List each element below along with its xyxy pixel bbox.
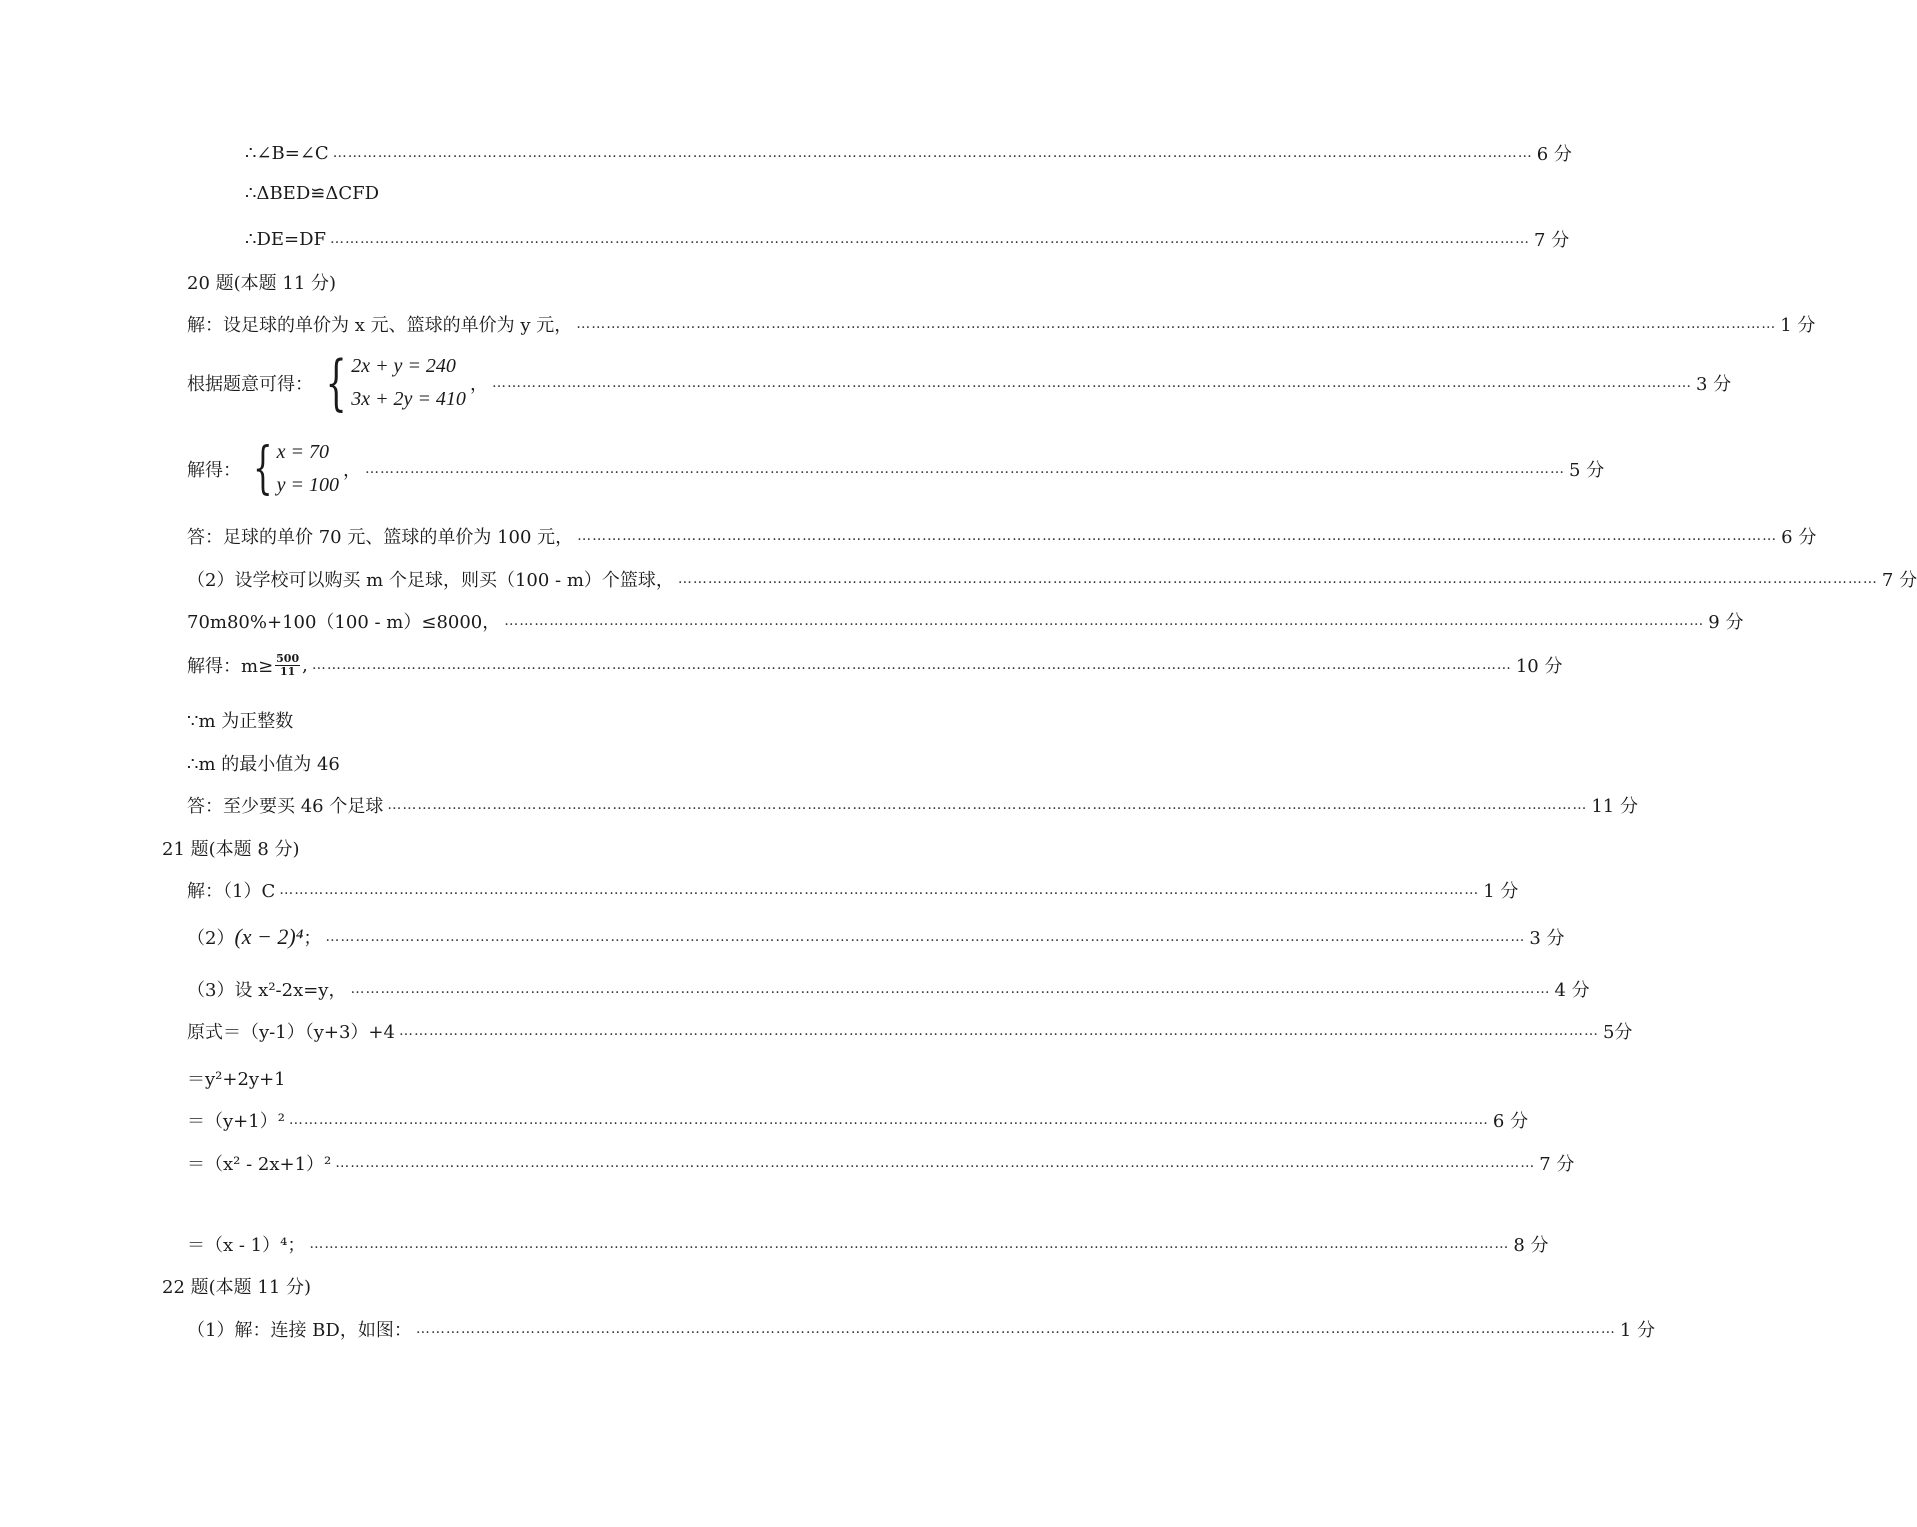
dot-leader: …………………………………………………………………………………………………………………………………………………………………………………………………………………… [576, 316, 1777, 332]
left-brace-icon: { [325, 348, 347, 418]
score: 6 分 [1781, 527, 1817, 548]
line-text: ∴∠B=∠C [245, 142, 329, 164]
line-text: 答：至少要买 46 个足球 [187, 796, 384, 817]
question-20-title: 20 题(本题 11 分) [187, 273, 337, 294]
line-text: ＝（x² - 2x+1）² [187, 1154, 332, 1175]
score: 6 分 [1536, 144, 1572, 165]
dot-leader: …………………………………………………………………………………………………………………………………………………………………………………………………………………… [311, 657, 1512, 673]
line-q22-part1 [187, 1316, 1656, 1342]
fraction [275, 653, 300, 678]
score: 1 分 [1483, 881, 1519, 902]
equation-1: 2x + y = 240 [351, 355, 456, 377]
dot-leader: …………………………………………………………………………………………………………………………………………………………………………………………………………………… [325, 929, 1526, 945]
line-q20-part2 [187, 566, 1917, 592]
dot-leader: …………………………………………………………………………………………………………………………………………………………………………………………………………………… [332, 145, 1533, 161]
line-q20-system [187, 348, 1732, 418]
line-text: ∴ΔBED≌ΔCFD [245, 183, 380, 204]
score: 9 分 [1708, 612, 1744, 633]
solution-x: x = 70 [276, 441, 330, 463]
score: 6 分 [1492, 1111, 1529, 1132]
score: 5 分 [1569, 460, 1605, 481]
score: 7 分 [1881, 570, 1917, 591]
solution-system [245, 436, 339, 502]
score: 5分 [1602, 1022, 1633, 1043]
question-22-title: 22 题(本题 11 分) [162, 1277, 312, 1298]
line-congruent [245, 183, 379, 204]
question-21-title: 21 题(本题 8 分) [162, 839, 300, 860]
dot-leader: …………………………………………………………………………………………………………………………………………………………………………………………………………………… [387, 797, 1588, 813]
line-q21-part2 [187, 924, 1565, 950]
dot-leader: …………………………………………………………………………………………………………………………………………………………………………………………………………………… [335, 1155, 1536, 1171]
line-q21-expand-1 [187, 1018, 1633, 1044]
line-text: 原式＝（y-1）（y+3）+4 [187, 1022, 395, 1043]
score: 10 分 [1515, 656, 1563, 677]
line-q20-answer-2 [187, 792, 1638, 818]
line-prefix: 解得：m≥ [187, 656, 274, 677]
dot-leader: …………………………………………………………………………………………………………………………………………………………………………………………………………………… [350, 981, 1551, 997]
line-q20-solve-m [187, 651, 1563, 678]
line-text: ＝（y+1）² [187, 1111, 285, 1132]
score: 1 分 [1780, 315, 1816, 336]
line-q21-expand-4 [187, 1150, 1575, 1176]
denominator: 11 [279, 664, 296, 678]
line-text: （2）设学校可以购买 m 个足球，则买（100 - m）个篮球， [187, 570, 674, 591]
line-angle-b-c [245, 140, 1572, 166]
line-text: （3）设 x²-2x=y， [187, 980, 347, 1001]
line-suffix: ， [469, 374, 488, 395]
expression: (x − 2)⁴ [234, 924, 304, 949]
dot-leader: …………………………………………………………………………………………………………………………………………………………………………………………………………………… [491, 375, 1692, 391]
line-prefix: 根据题意可得： [187, 374, 313, 395]
line-suffix: ； [303, 928, 322, 949]
line-q21-expand-3 [187, 1107, 1529, 1133]
dot-leader: …………………………………………………………………………………………………………………………………………………………………………………………………………………… [279, 882, 1480, 898]
left-brace-icon: { [253, 436, 273, 501]
score: 1 分 [1619, 1320, 1656, 1341]
dot-leader: …………………………………………………………………………………………………………………………………………………………………………………………………………………… [677, 571, 1878, 587]
score: 3 分 [1695, 374, 1732, 395]
score: 4 分 [1554, 980, 1590, 1001]
line-q20-answer-1 [187, 523, 1817, 549]
score: 7 分 [1534, 230, 1570, 251]
line-q21-part3 [187, 976, 1590, 1002]
line-text: 解：（1）C [187, 881, 276, 902]
line-text: 70m80%+100（100 - m）≤8000， [187, 612, 501, 633]
line-text: （1）解：连接 BD，如图： [187, 1320, 412, 1341]
equation-2: 3x + 2y = 410 [351, 388, 466, 410]
line-q20-inequality [187, 608, 1744, 634]
line-text: 解：设足球的单价为 x 元、篮球的单价为 y 元， [187, 315, 573, 336]
score: 8 分 [1513, 1235, 1549, 1256]
line-m-integer: ∵m 为正整数 [187, 711, 294, 732]
dot-leader: …………………………………………………………………………………………………………………………………………………………………………………………………………………… [288, 1112, 1489, 1128]
line-suffix: , [302, 654, 308, 676]
dot-leader: …………………………………………………………………………………………………………………………………………………………………………………………………………………… [309, 1236, 1510, 1252]
line-suffix: ， [343, 460, 362, 481]
dot-leader: …………………………………………………………………………………………………………………………………………………………………………………………………………………… [415, 1321, 1616, 1337]
line-text: ∴DE=DF [245, 228, 327, 250]
dot-leader: …………………………………………………………………………………………………………………………………………………………………………………………………………………… [398, 1023, 1599, 1039]
score: 11 分 [1591, 796, 1638, 817]
line-q21-part1 [187, 877, 1519, 903]
dot-leader: …………………………………………………………………………………………………………………………………………………………………………………………………………………… [504, 613, 1705, 629]
line-q21-final [187, 1231, 1549, 1257]
dot-leader: …………………………………………………………………………………………………………………………………………………………………………………………………………………… [577, 528, 1778, 544]
line-text: ＝（x - 1）⁴； [187, 1235, 306, 1256]
score: 7 分 [1539, 1154, 1575, 1175]
score: 3 分 [1529, 928, 1565, 949]
dot-leader: …………………………………………………………………………………………………………………………………………………………………………………………………………………… [330, 231, 1531, 247]
line-q20-solution [187, 436, 1605, 502]
line-de-df [245, 226, 1570, 252]
line-prefix: 解得： [187, 460, 241, 481]
line-q21-expand-2: ＝y²+2y+1 [187, 1069, 286, 1090]
equation-system [317, 350, 466, 416]
numerator: 500 [276, 651, 300, 665]
line-q20-setup [187, 311, 1816, 337]
solution-y: y = 100 [276, 474, 340, 496]
line-m-minimum: ∴m 的最小值为 46 [187, 754, 340, 775]
line-prefix: （2） [187, 928, 235, 949]
line-text: 答：足球的单价 70 元、篮球的单价为 100 元， [187, 527, 574, 548]
dot-leader: …………………………………………………………………………………………………………………………………………………………………………………………………………………… [365, 461, 1566, 477]
